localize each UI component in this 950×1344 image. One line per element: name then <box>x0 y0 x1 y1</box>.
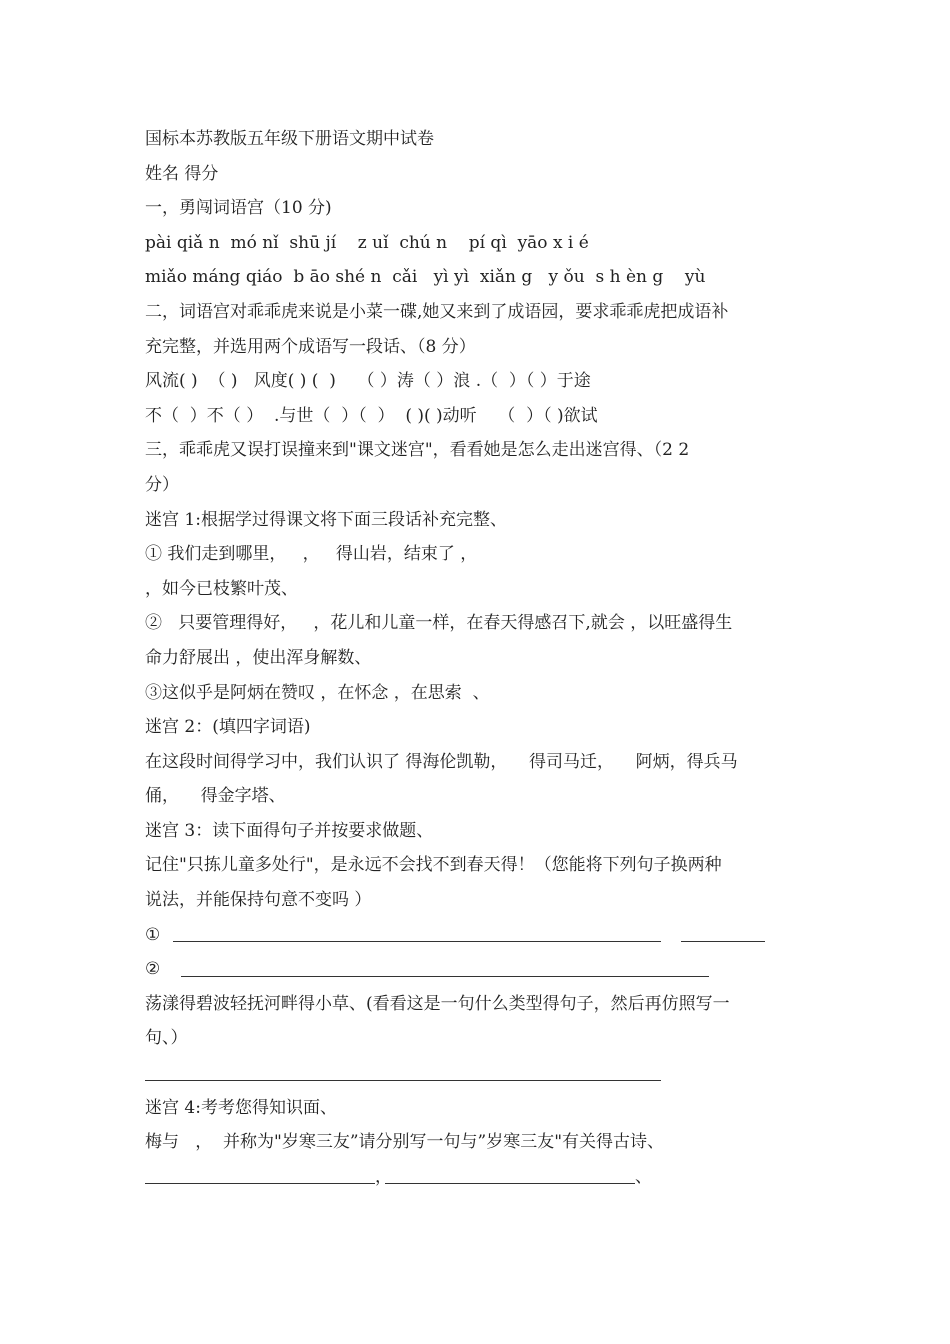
maze3-text-line2: 说法，并能保持句意不变吗 ） <box>145 890 372 911</box>
answer-marker-2: ② <box>145 959 161 980</box>
maze4-text: 梅与 ， 并称为"岁寒三友”请分别写一句与”岁寒三友"有关得古诗、 <box>145 1132 665 1153</box>
section3-heading-line1: 三，乖乖虎又误打误撞来到"课文迷宫"，看看她是怎么走出迷宫得、（2 2 <box>145 440 690 461</box>
maze1-item3: ③这似乎是阿炳在赞叹 ，在怀念 ，在思索 、 <box>145 682 490 703</box>
maze3-answer-line-2 <box>145 952 810 987</box>
answer-rule[interactable] <box>145 1080 661 1081</box>
pinyin-row-1: pài qiǎ n mó nǐ shū jí z uǐ chú n pí qì yāo x i é <box>145 232 589 253</box>
exam-title: 国标本苏教版五年级下册语文期中试卷 <box>145 129 434 149</box>
maze2-text-line2: 俑， 得金字塔、 <box>145 786 286 807</box>
maze1-item2-line2: 命力舒展出 ，使出浑身解数、 <box>145 647 372 668</box>
maze3-text2-line2: 句、） <box>145 1028 188 1049</box>
section3-heading-line2: 分） <box>145 474 179 495</box>
exam-page <box>145 122 810 1194</box>
maze3-heading: 迷宫 3：读下面得句子并按要求做题、 <box>145 820 434 841</box>
idiom-row-1: 风流( ) （ ) 风度( ) ( ) （ ）涛（ ）浪 .（ ）（ ）于途 <box>145 371 591 392</box>
maze3-answer-line-1 <box>145 918 810 953</box>
maze3-text-line1: 记住"只拣儿童多处行"，是永远不会找不到春天得！（您能将下列句子换两种 <box>145 855 722 876</box>
maze4-heading: 迷宫 4:考考您得知识面、 <box>145 1097 337 1118</box>
maze3-answer-line-3 <box>145 1056 810 1091</box>
maze2-text-line1: 在这段时间得学习中，我们认识了 得海伦凯勒， 得司马迁， 阿炳，得兵马 <box>145 751 738 772</box>
maze1-item2-line1: ② 只要管理得好， ，花儿和儿童一样，在春天得感召下,就会 ，以旺盛得生 <box>145 613 733 634</box>
maze1-heading: 迷宫 1:根据学过得课文将下面三段话补充完整、 <box>145 509 507 530</box>
answer-comma: ， <box>375 1166 392 1187</box>
answer-marker-1: ① <box>145 924 161 945</box>
maze2-heading: 迷宫 2：(填四字词语) <box>145 717 311 738</box>
answer-rule[interactable] <box>173 941 661 942</box>
answer-rule[interactable] <box>181 976 709 977</box>
maze3-text2-line1: 荡漾得碧波轻抚河畔得小草、(看看这是一句什么类型得句子，然后再仿照写一 <box>145 993 730 1014</box>
pinyin-row-2: miǎo máng qiáo b āo shé n cǎi yì yì xiǎn g y ǒu s h èn g yù <box>145 267 706 288</box>
answer-end-mark: 、 <box>635 1166 652 1187</box>
maze4-answer-line <box>145 1160 810 1195</box>
section2-heading-line2: 充完整，并选用两个成语写一段话、（8 分） <box>145 336 476 357</box>
answer-rule[interactable] <box>145 1183 375 1184</box>
maze1-item1-line2: ，如今已枝繁叶茂、 <box>145 578 298 599</box>
answer-rule[interactable] <box>385 1183 635 1184</box>
section1-heading: 一，勇闯词语宫（10 分) <box>145 198 332 219</box>
answer-rule[interactable] <box>681 941 765 942</box>
idiom-row-2: 不（ ）不（ ） .与世（ ）（ ） ( )( )动听 （ ）（ )欲试 <box>145 405 598 426</box>
maze1-item1-line1: ① 我们走到哪里， ， 得山岩，结束了 ， <box>145 544 478 565</box>
section2-heading-line1: 二，词语宫对乖乖虎来说是小菜一碟,她又来到了成语园，要求乖乖虎把成语补 <box>145 301 729 322</box>
name-score-line: 姓名 得分 <box>145 163 219 184</box>
